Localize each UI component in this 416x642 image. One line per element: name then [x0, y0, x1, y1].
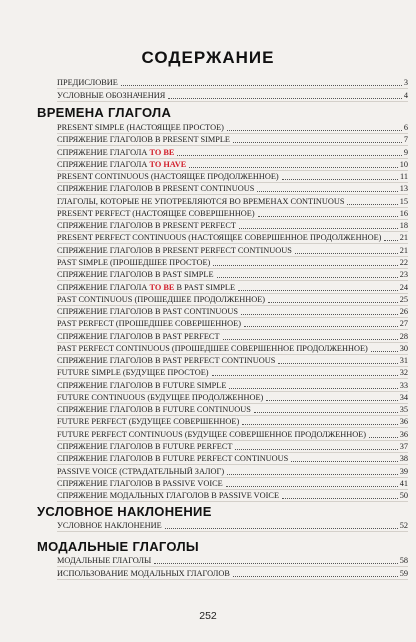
- dot-leader: [371, 351, 398, 352]
- toc-entry-page: 11: [400, 172, 408, 182]
- toc-entry[interactable]: [57, 268, 408, 281]
- toc-entry-page: 32: [399, 368, 408, 378]
- toc-entry[interactable]: [57, 170, 408, 183]
- toc-entry-label: ГЛАГОЛЫ, КОТОРЫЕ НЕ УПОТРЕБЛЯЮТСЯ ВО ВРЕМЕНАХ CONTINUOUS: [57, 196, 345, 206]
- toc-entry[interactable]: [57, 219, 408, 232]
- dot-leader: [212, 375, 398, 376]
- toc-entry-page: 10: [399, 159, 408, 169]
- dot-leader: [369, 437, 398, 438]
- toc-entry-label: СПРЯЖЕНИЕ ГЛАГОЛА TO BE В PAST SIMPLE: [57, 282, 236, 292]
- toc-entry-label: СПРЯЖЕНИЕ ГЛАГОЛА TO BE: [57, 147, 175, 157]
- toc-entry[interactable]: [57, 317, 408, 330]
- dot-leader: [217, 277, 398, 278]
- toc-entry-page: 38: [399, 454, 408, 464]
- toc-entry-label: СПРЯЖЕНИЕ ГЛАГОЛОВ В PRESENT PERFECT: [57, 221, 236, 231]
- toc-entry-page: 52: [399, 521, 408, 530]
- toc-entry-page: 9: [403, 147, 408, 157]
- toc-entry-label: FUTURE PERFECT CONTINUOUS (БУДУЩЕЕ СОВЕРШЕННОЕ ПРОДОЛЖЕННОЕ): [57, 429, 367, 439]
- toc-entry-page: 36: [399, 429, 408, 439]
- highlighted-verb: TO BE: [149, 147, 175, 157]
- dot-leader: [177, 155, 401, 156]
- toc-entry-page: 27: [399, 319, 408, 329]
- page-number: 252: [199, 610, 217, 622]
- dot-leader: [168, 98, 402, 99]
- dot-leader: [213, 265, 397, 266]
- dot-leader: [244, 326, 398, 327]
- toc-entry-label: PAST SIMPLE (ПРОШЕДШЕЕ ПРОСТОЕ): [57, 257, 211, 267]
- toc-entry-label: СПРЯЖЕНИЕ ГЛАГОЛОВ В PASSIVE VOICE: [57, 478, 223, 488]
- toc-entry-label: ПРЕДИСЛОВИЕ: [57, 78, 118, 87]
- toc-entry-label: PRESENT CONTINUOUS (НАСТОЯЩЕЕ ПРОДОЛЖЕННОЕ): [57, 172, 279, 182]
- toc-entry-label: СПРЯЖЕНИЕ ГЛАГОЛОВ В PAST PERFECT: [57, 331, 220, 341]
- toc-entry[interactable]: [57, 440, 408, 453]
- dot-leader: [282, 179, 398, 180]
- toc-entry[interactable]: [57, 354, 408, 367]
- toc-entry-page: 18: [399, 221, 408, 231]
- toc-entry-page: 30: [399, 343, 408, 353]
- toc-entry[interactable]: [57, 76, 408, 89]
- toc-entry-label: СПРЯЖЕНИЕ ГЛАГОЛОВ В FUTURE CONTINUOUS: [57, 405, 251, 415]
- dot-leader: [268, 302, 398, 303]
- dot-leader: [226, 486, 398, 487]
- toc-entry-label: УСЛОВНОЕ НАКЛОНЕНИЕ: [57, 521, 162, 530]
- highlighted-verb: TO HAVE: [149, 159, 187, 169]
- toc-entry-page: 36: [399, 417, 408, 427]
- toc-entry[interactable]: [57, 452, 408, 465]
- toc-entry-label: PRESENT SIMPLE (НАСТОЯЩЕЕ ПРОСТОЕ): [57, 123, 224, 132]
- toc-entry[interactable]: [57, 366, 408, 379]
- toc-entry-page: 37: [399, 442, 408, 452]
- dot-leader: [254, 412, 398, 413]
- section-heading: УСЛОВНОЕ НАКЛОНЕНИЕ: [37, 504, 212, 519]
- toc-entry-label: PRESENT PERFECT (НАСТОЯЩЕЕ СОВЕРШЕННОЕ): [57, 208, 255, 218]
- dot-leader: [189, 167, 397, 168]
- toc-entry[interactable]: [57, 379, 408, 392]
- toc-entry[interactable]: [57, 207, 408, 220]
- toc-entry-label: СПРЯЖЕНИЕ ГЛАГОЛОВ В PRESENT SIMPLE: [57, 135, 230, 145]
- toc-entry-page: 28: [399, 331, 408, 341]
- toc-entry-label: СПРЯЖЕНИЕ ГЛАГОЛОВ В FUTURE PERFECT CONTINUOUS: [57, 454, 289, 464]
- toc-entry[interactable]: [57, 146, 408, 159]
- toc-entry[interactable]: [57, 293, 408, 306]
- dot-leader: [258, 216, 398, 217]
- toc-entry-label: FUTURE CONTINUOUS (БУДУЩЕЕ ПРОДОЛЖЕННОЕ): [57, 392, 264, 402]
- toc-entry[interactable]: [57, 342, 408, 355]
- toc-entry-page: 33: [399, 380, 408, 390]
- toc-entry-page: 35: [399, 405, 408, 415]
- highlighted-verb: TO BE: [149, 282, 175, 292]
- dot-leader: [223, 339, 398, 340]
- toc-entry[interactable]: [57, 281, 408, 294]
- toc-entry-page: 59: [399, 569, 408, 578]
- toc-entry-page: 24: [399, 282, 408, 292]
- toc-entry[interactable]: [57, 415, 408, 428]
- toc-entry[interactable]: [57, 121, 408, 134]
- dot-leader: [295, 253, 398, 254]
- dot-leader: [384, 240, 397, 241]
- toc-entry-page: 13: [399, 184, 408, 194]
- dot-leader: [257, 191, 397, 192]
- toc-entry-page: 34: [399, 392, 408, 402]
- dot-leader: [239, 228, 398, 229]
- dot-leader: [347, 204, 397, 205]
- dot-leader: [227, 474, 398, 475]
- toc-entry[interactable]: [57, 158, 408, 171]
- toc-entry[interactable]: [57, 305, 408, 318]
- dot-leader: [282, 498, 398, 499]
- dot-leader: [266, 400, 397, 401]
- toc-entry[interactable]: [57, 567, 408, 580]
- toc-entry-page: 22: [399, 257, 408, 267]
- toc-entry[interactable]: [57, 182, 408, 195]
- toc-entry-page: 26: [399, 307, 408, 317]
- toc-entry-page: 23: [399, 270, 408, 280]
- toc-entry-label: PRESENT PERFECT CONTINUOUS (НАСТОЯЩЕЕ СОВЕРШЕННОЕ ПРОДОЛЖЕННОЕ): [57, 233, 382, 243]
- toc-entry[interactable]: [57, 231, 408, 244]
- toc-entry-label: СПРЯЖЕНИЕ ГЛАГОЛОВ В PAST CONTINUOUS: [57, 307, 238, 317]
- toc-entry-label: PAST CONTINUOUS (ПРОШЕДШЕЕ ПРОДОЛЖЕННОЕ): [57, 294, 266, 304]
- toc-entry-label: СПРЯЖЕНИЕ ГЛАГОЛОВ В PRESENT CONTINUOUS: [57, 184, 255, 194]
- toc-entry-page: 41: [399, 478, 408, 488]
- toc-entry-label: СПРЯЖЕНИЕ МОДАЛЬНЫХ ГЛАГОЛОВ В PASSIVE VOICE: [57, 491, 280, 501]
- toc-entry-page: 31: [399, 356, 408, 366]
- toc-entry-page: 21: [399, 233, 408, 243]
- toc-entry[interactable]: [57, 489, 408, 502]
- toc-entry[interactable]: [57, 89, 408, 102]
- dot-leader: [229, 388, 397, 389]
- dot-leader: [278, 363, 397, 364]
- toc-entry[interactable]: [57, 391, 408, 404]
- toc-entry[interactable]: [57, 554, 408, 567]
- dot-leader: [227, 130, 402, 131]
- dot-leader: [291, 461, 397, 462]
- section-heading: МОДАЛЬНЫЕ ГЛАГОЛЫ: [37, 539, 199, 554]
- toc-entry-page: 15: [399, 196, 408, 206]
- toc-entry[interactable]: [57, 465, 408, 478]
- dot-leader: [235, 449, 397, 450]
- toc-entry-label: СПРЯЖЕНИЕ ГЛАГОЛА TO HAVE: [57, 159, 187, 169]
- toc-entry-page: 21: [399, 245, 408, 255]
- dot-leader: [233, 142, 402, 143]
- toc-entry-page: 58: [399, 556, 408, 565]
- toc-entry[interactable]: [57, 256, 408, 269]
- dot-leader: [233, 576, 398, 577]
- dot-leader: [154, 563, 398, 564]
- toc-entry-page: 50: [399, 491, 408, 501]
- toc-entry-label: СПРЯЖЕНИЕ ГЛАГОЛОВ В PAST PERFECT CONTINUOUS: [57, 356, 276, 366]
- toc-entry[interactable]: [57, 519, 408, 532]
- dot-leader: [242, 424, 397, 425]
- toc-entry-label: СПРЯЖЕНИЕ ГЛАГОЛОВ В PAST SIMPLE: [57, 270, 214, 280]
- toc-entry-label: PAST PERFECT (ПРОШЕДШЕЕ СОВЕРШЕННОЕ): [57, 319, 242, 329]
- toc-entry-label: FUTURE PERFECT (БУДУЩЕЕ СОВЕРШЕННОЕ): [57, 417, 240, 427]
- dot-leader: [241, 314, 398, 315]
- toc-entry[interactable]: [57, 195, 408, 208]
- toc-entry[interactable]: [57, 330, 408, 343]
- toc-entry-label: СПРЯЖЕНИЕ ГЛАГОЛОВ В FUTURE PERFECT: [57, 442, 233, 452]
- toc-entry-label: FUTURE SIMPLE (БУДУЩЕЕ ПРОСТОЕ): [57, 368, 209, 378]
- toc-entry-label: СПРЯЖЕНИЕ ГЛАГОЛОВ В PRESENT PERFECT CONTINUOUS: [57, 245, 292, 255]
- toc-entry-page: 16: [399, 208, 408, 218]
- section-heading: ВРЕМЕНА ГЛАГОЛА: [37, 105, 172, 120]
- toc-entry-label: УСЛОВНЫЕ ОБОЗНАЧЕНИЯ: [57, 91, 166, 100]
- toc-entry-page: 39: [399, 466, 408, 476]
- toc-entry-label: СПРЯЖЕНИЕ ГЛАГОЛОВ В FUTURE SIMPLE: [57, 380, 227, 390]
- dot-leader: [238, 290, 398, 291]
- dot-leader: [165, 528, 398, 529]
- toc-entry-label: PAST PERFECT CONTINUOUS (ПРОШЕДШЕЕ СОВЕРШЕННОЕ ПРОДОЛЖЕННОЕ): [57, 343, 368, 353]
- toc-entry-page: 6: [403, 123, 408, 132]
- toc-entry-page: 25: [399, 294, 408, 304]
- toc-entry-page: 3: [403, 78, 408, 87]
- toc-entry-page: 7: [403, 135, 408, 145]
- toc-entry-page: 4: [403, 91, 408, 100]
- toc-entry[interactable]: [57, 428, 408, 441]
- toc-entry-label: МОДАЛЬНЫЕ ГЛАГОЛЫ: [57, 556, 152, 565]
- toc-entry-label: PASSIVE VOICE (СТРАДАТЕЛЬНЫЙ ЗАЛОГ): [57, 466, 225, 476]
- page-title: СОДЕРЖАНИЕ: [141, 48, 275, 67]
- toc-entry-label: ИСПОЛЬЗОВАНИЕ МОДАЛЬНЫХ ГЛАГОЛОВ: [57, 569, 230, 578]
- toc-entry[interactable]: [57, 244, 408, 257]
- toc-entry[interactable]: [57, 477, 408, 490]
- dot-leader: [121, 85, 402, 86]
- toc-entry[interactable]: [57, 133, 408, 146]
- toc-entry[interactable]: [57, 403, 408, 416]
